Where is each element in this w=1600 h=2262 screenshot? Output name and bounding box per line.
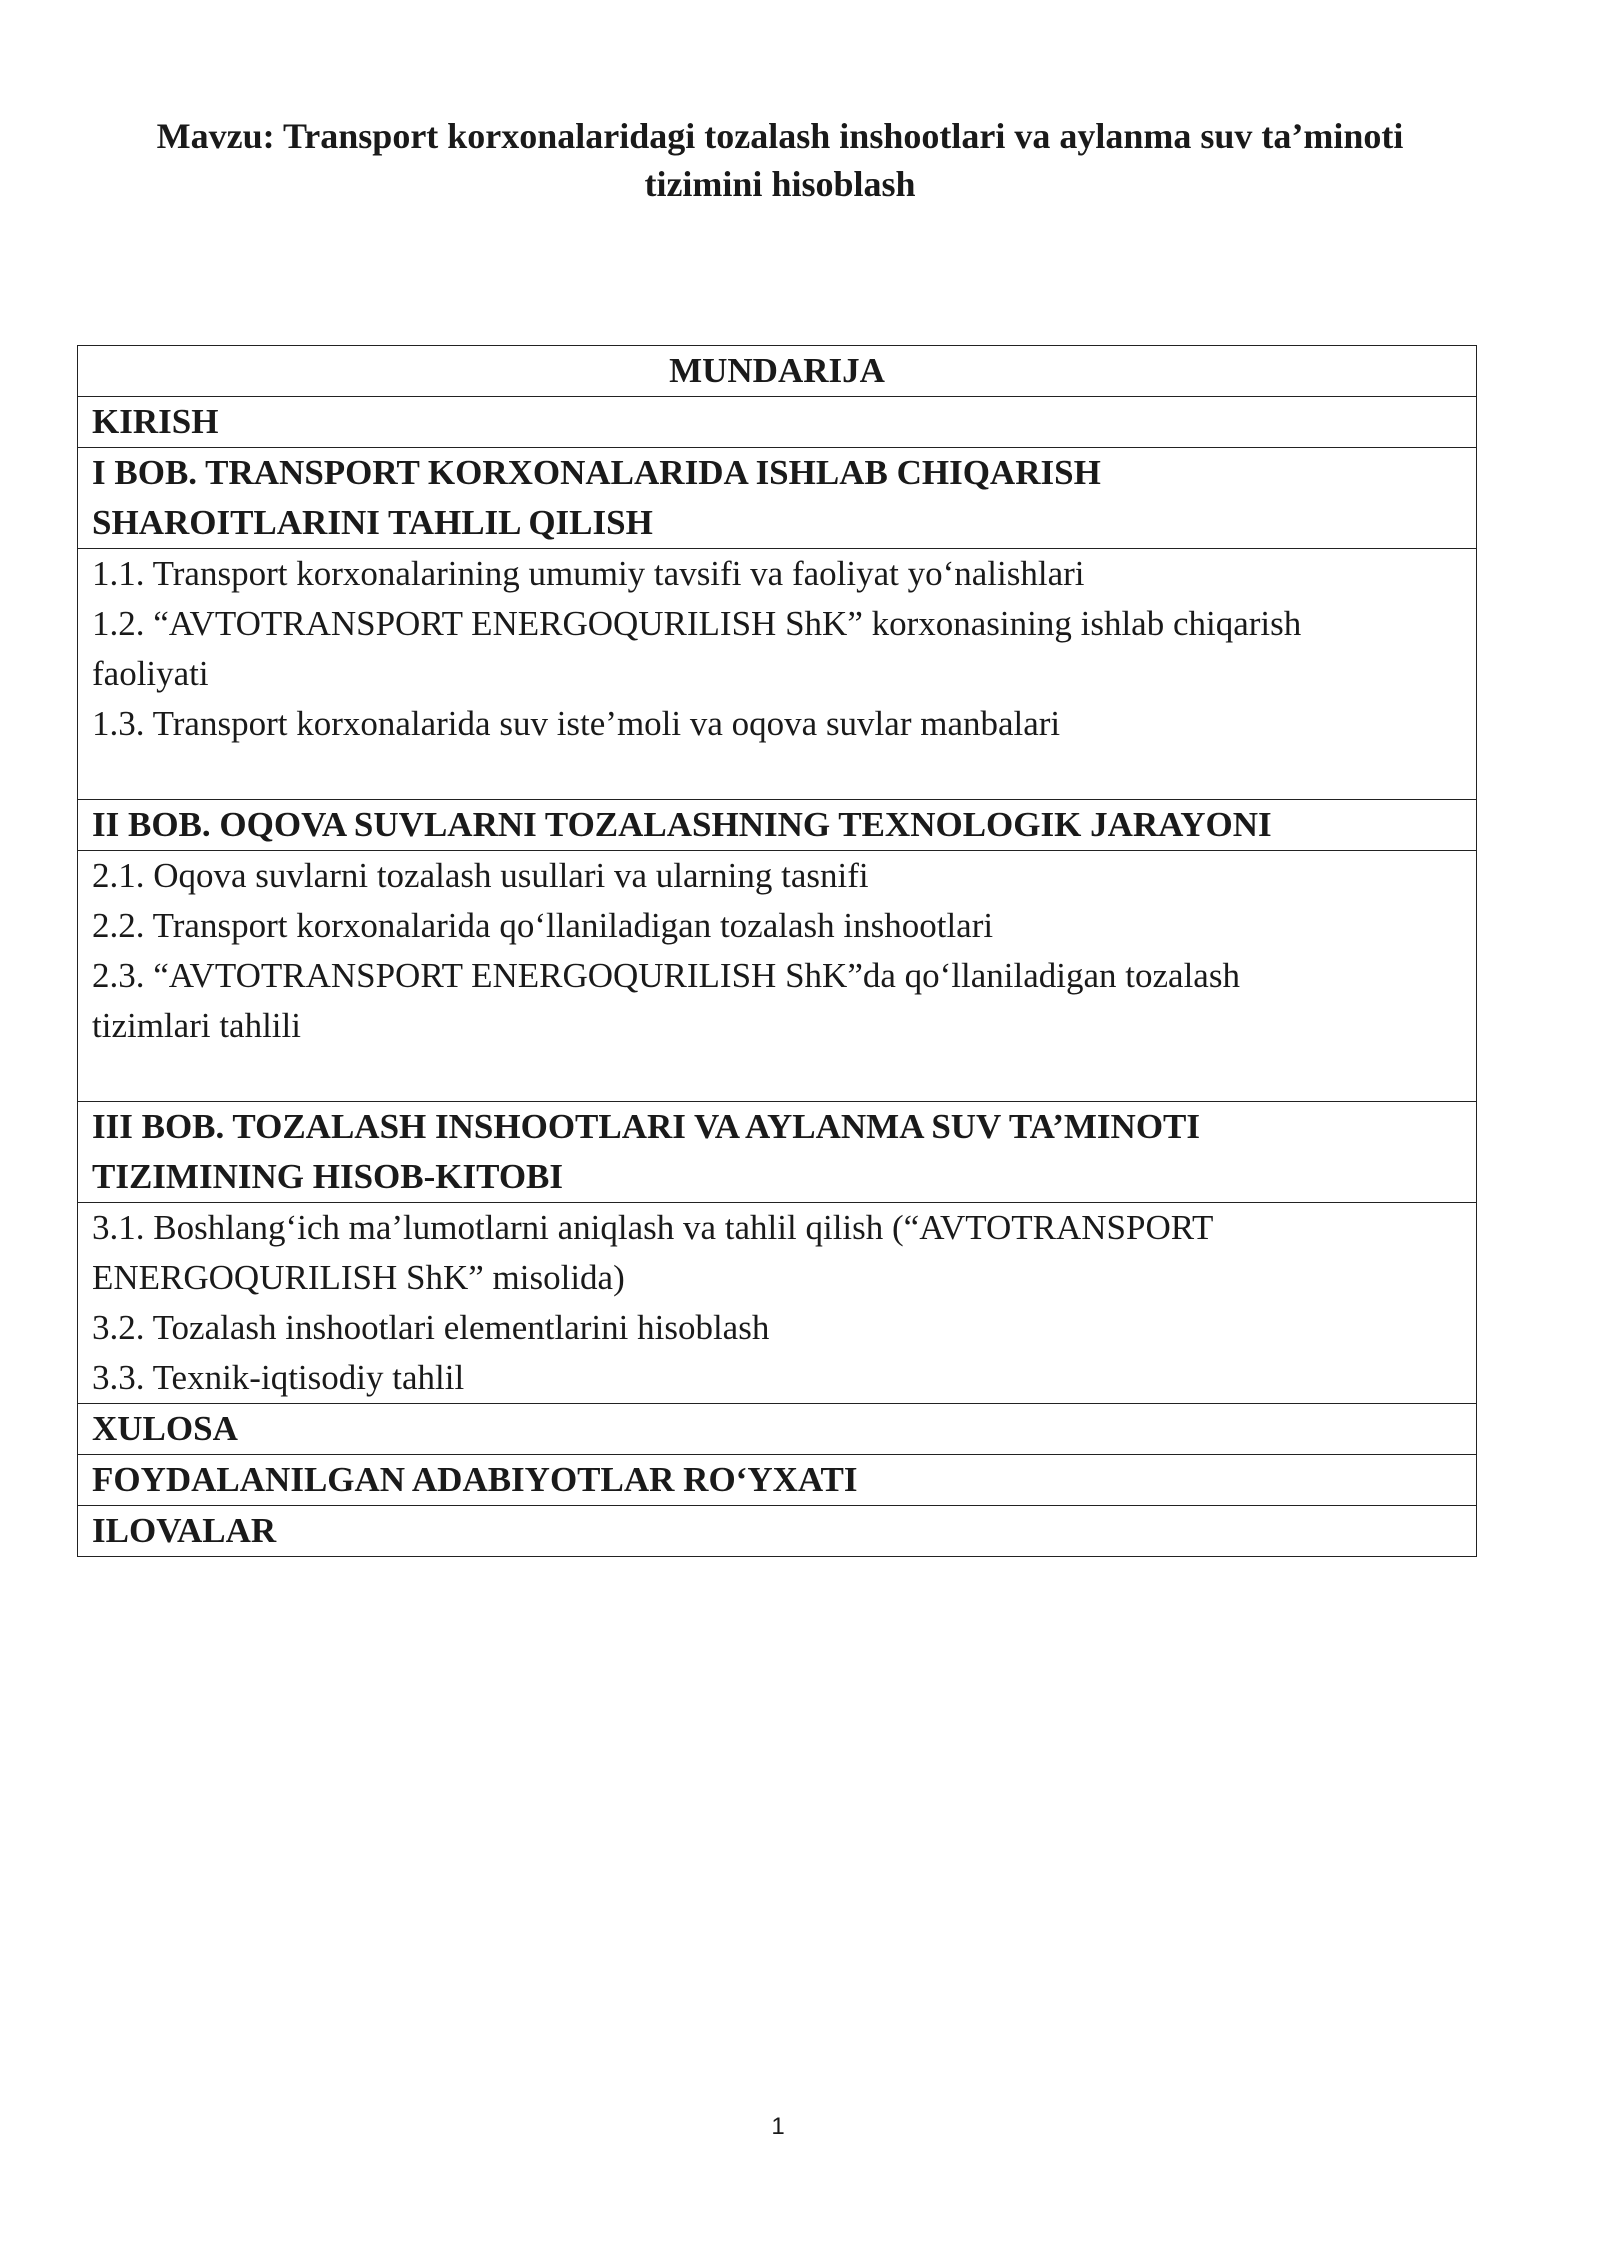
toc-row-kirish [78,396,1476,447]
toc-heading-line: II BOB. OQOVA SUVLARNI TOZALASHNING TEXNOLOGIK JARAYONI [92,805,1272,844]
toc-item: 2.2. Transport korxonalarida qo‘llaniladigan tozalash inshootlari [92,906,994,945]
toc-item: 1.1. Transport korxonalarining umumiy tavsifi va faoliyat yo‘nalishlari [92,554,1085,593]
document-title-line-2: tizimini hisoblash [644,164,916,204]
table-of-contents [77,345,1477,1557]
toc-heading-line: XULOSA [92,1409,238,1448]
toc-row-chapter-2 [78,799,1476,850]
toc-heading-line: I BOB. TRANSPORT KORXONALARIDA ISHLAB CHIQARISH [92,453,1101,492]
toc-item: 1.3. Transport korxonalarida suv iste’moli va oqova suvlar manbalari [92,704,1061,743]
toc-item: faoliyati [92,654,209,693]
toc-heading-line: ILOVALAR [92,1511,277,1550]
toc-row-chapter-3-sections [78,1202,1476,1403]
toc-row-chapter-3 [78,1101,1476,1202]
toc-heading-line: SHAROITLARINI TAHLIL QILISH [92,503,653,542]
toc-heading-line: III BOB. TOZALASH INSHOOTLARI VA AYLANMA SUV TA’MINOTI [92,1107,1201,1146]
toc-item: 2.3. “AVTOTRANSPORT ENERGOQURILISH ShK”da qo‘llaniladigan tozalash [92,956,1240,995]
document-title-line-1: Mavzu: Transport korxonalaridagi tozalash inshootlari va aylanma suv ta’minoti [156,116,1404,156]
toc-item: 3.2. Tozalash inshootlari elementlarini hisoblash [92,1308,770,1347]
toc-heading-line: KIRISH [92,402,219,441]
toc-header: MUNDARIJA [669,351,885,390]
toc-heading-line: FOYDALANILGAN ADABIYOTLAR RO‘YXATI [92,1460,858,1499]
toc-row-references [78,1454,1476,1505]
toc-row-appendices [78,1505,1476,1556]
toc-header-row [78,346,1476,396]
toc-item: 2.1. Oqova suvlarni tozalash usullari va ularning tasnifi [92,856,869,895]
page-number: 1 [771,2113,785,2140]
toc-item: 3.1. Boshlang‘ich ma’lumotlarni aniqlash va tahlil qilish (“AVTOTRANSPORT [92,1208,1214,1247]
toc-item: tizimlari tahlili [92,1006,301,1045]
toc-row-chapter-1-sections [78,548,1476,799]
toc-item: 1.2. “AVTOTRANSPORT ENERGOQURILISH ShK” korxonasining ishlab chiqarish [92,604,1302,643]
toc-item: ENERGOQURILISH ShK” misolida) [92,1258,625,1297]
toc-item: 3.3. Texnik-iqtisodiy tahlil [92,1358,465,1397]
toc-heading-line: TIZIMINING HISOB-KITOBI [92,1157,564,1196]
toc-row-chapter-2-sections [78,850,1476,1101]
toc-row-chapter-1 [78,447,1476,548]
document-title [100,112,1460,208]
toc-row-xulosa [78,1403,1476,1454]
